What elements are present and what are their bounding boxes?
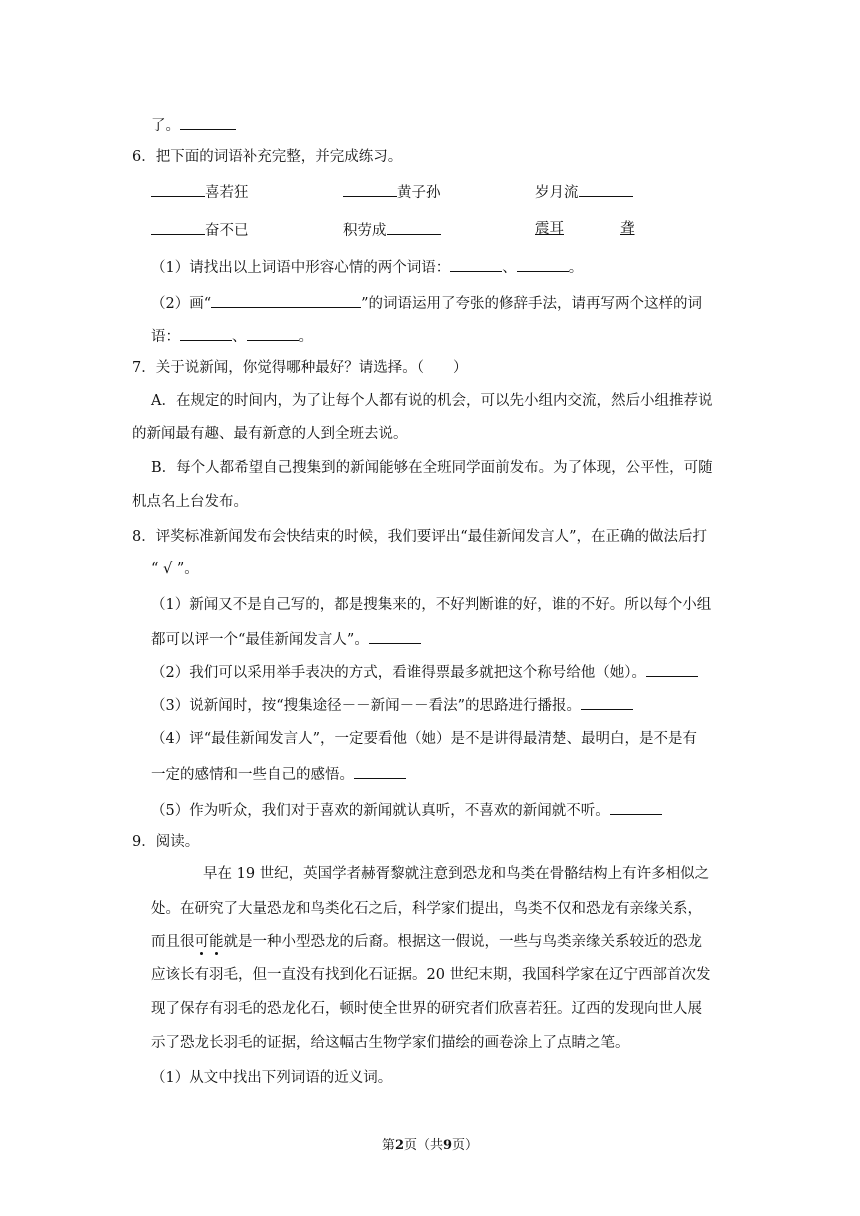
answer-blank[interactable] xyxy=(180,325,232,341)
q5-tail: 了。 xyxy=(151,114,236,136)
q7-option-b-line2: 机点名上台发布。 xyxy=(132,494,248,510)
answer-blank[interactable] xyxy=(646,661,698,677)
q9-passage-line5: 现了保存有羽毛的恐龙化石，顿时使全世界的研究者们欣喜若狂。辽西的发现向世人展 xyxy=(151,1001,702,1017)
q9-passage-line2: 处。在研究了大量恐龙和鸟类化石之后，科学家们提出，鸟类不仅和恐龙有亲缘关系， xyxy=(151,901,702,917)
answer-blank[interactable] xyxy=(517,256,569,272)
q6-word-1: 喜若狂 xyxy=(151,181,249,203)
q8-header-line1: 8．评奖标准新闻发布会快结束的时候，我们要评出“最佳新闻发言人”，在正确的做法后打 xyxy=(132,529,708,545)
answer-blank[interactable] xyxy=(180,114,236,130)
q6-word-3: 岁月流 xyxy=(535,181,633,203)
emphasis-char: 可 xyxy=(194,934,209,950)
q9-passage-line4: 应该长有羽毛，但一直没有找到化石证据。20 世纪末期，我国科学家在辽宁西部首次发 xyxy=(151,967,711,983)
q6-word-6: 震耳 聋 xyxy=(535,221,635,237)
q8-item-1-line2: 都可以评一个“最佳新闻发言人”。 xyxy=(151,628,421,650)
answer-blank[interactable] xyxy=(343,181,397,197)
answer-blank[interactable] xyxy=(387,219,441,235)
q8-item-4-line2: 一定的感情和一些自己的感悟。 xyxy=(151,763,406,785)
q8-item-2: （2）我们可以采用举手表决的方式，看谁得票最多就把这个称号给他（她）。 xyxy=(151,661,698,683)
q6-sub1: （1）请找出以上词语中形容心情的两个词语： 、 。 xyxy=(151,256,583,278)
q8-item-1-line1: （1）新闻又不是自己写的，都是搜集来的，不好判断谁的好，谁的不好。所以每个小组 xyxy=(151,597,712,613)
q8-item-5: （5）作为听众，我们对于喜欢的新闻就认真听，不喜欢的新闻就不听。 xyxy=(151,799,662,821)
page-number: 2 xyxy=(394,1138,404,1153)
q9-passage-line3: 而且很可能就是一种小型恐龙的后裔。根据这一假说，一些与鸟类亲缘关系较近的恐龙 xyxy=(151,934,702,950)
q7-option-a-line1: A．在规定的时间内，为了让每个人都有说的机会，可以先小组内交流，然后小组推荐说 xyxy=(151,393,713,409)
emphasis-char: 能 xyxy=(209,934,224,950)
q6-word-4: 奋不已 xyxy=(151,219,249,241)
q7-option-a-line2: 的新闻最有趣、最有新意的人到全班去说。 xyxy=(132,426,408,442)
answer-blank[interactable] xyxy=(579,181,633,197)
q7-header: 7．关于说新闻，你觉得哪种最好？请选择。（ ） xyxy=(132,360,468,376)
q6-word-2: 黄子孙 xyxy=(343,181,441,203)
q8-item-3: （3）说新闻时，按“搜集途径－－新闻－－看法”的思路进行播报。 xyxy=(151,694,633,716)
answer-blank[interactable] xyxy=(247,325,299,341)
underline-sample xyxy=(211,292,361,308)
q9-passage-line1: 早在 19 世纪，英国学者赫胥黎就注意到恐龙和鸟类在骨骼结构上有许多相似之 xyxy=(203,866,710,882)
page-footer: 第2页（共9页） xyxy=(381,1138,479,1153)
answer-blank[interactable] xyxy=(610,799,662,815)
answer-blank[interactable] xyxy=(581,694,633,710)
q6-header: 6．把下面的词语补充完整，并完成练习。 xyxy=(132,149,403,165)
q6-sub2-line2: 语： 、 。 xyxy=(151,325,313,347)
answer-blank[interactable] xyxy=(450,256,502,272)
q8-header-line2: “ √ ”。 xyxy=(151,561,199,577)
q6-word-5: 积劳成 xyxy=(343,219,441,241)
answer-blank[interactable] xyxy=(151,181,205,197)
q9-sub1: （1）从文中找出下列词语的近义词。 xyxy=(151,1070,393,1086)
total-pages: 9 xyxy=(443,1138,453,1153)
answer-blank[interactable] xyxy=(151,219,205,235)
answer-blank[interactable] xyxy=(354,763,406,779)
q8-item-4-line1: （4）评“最佳新闻发言人”，一定要看他（她）是不是讲得最清楚、最明白，是不是有 xyxy=(151,731,698,747)
q9-passage-line6: 示了恐龙长羽毛的证据，给这幅古生物学家们描绘的画卷涂上了点睛之笔。 xyxy=(151,1035,630,1051)
q6-sub2-line1: （2）画“ ”的词语运用了夸张的修辞手法，请再写两个这样的词 xyxy=(151,292,702,314)
answer-blank[interactable] xyxy=(369,628,421,644)
q9-header: 9．阅读。 xyxy=(132,834,200,850)
q7-option-b-line1: B．每个人都希望自己搜集到的新闻能够在全班同学面前发布。为了体现，公平性，可随 xyxy=(151,460,713,476)
